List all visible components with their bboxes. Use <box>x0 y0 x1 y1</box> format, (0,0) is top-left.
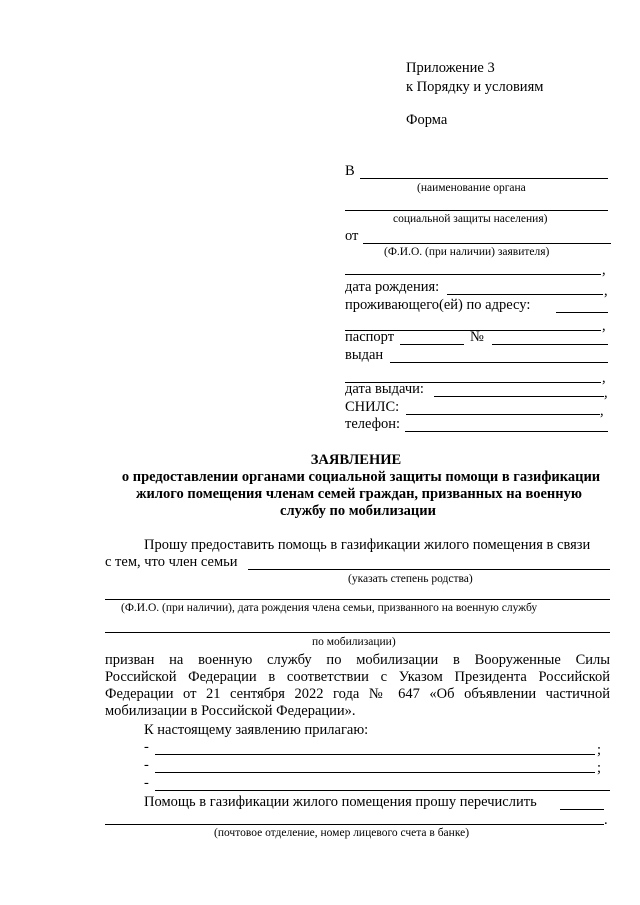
org-hint-1: (наименование органа <box>417 182 526 194</box>
passport-label: паспорт <box>345 329 395 345</box>
form-label: Форма <box>406 112 448 128</box>
kinship-line[interactable] <box>248 569 610 570</box>
mobilization-text-line-4: мобилизации в Российской Федерации». <box>105 703 356 719</box>
kinship-hint: (указать степень родства) <box>348 573 473 585</box>
birth-date-label: дата рождения: <box>345 279 440 295</box>
birth-date-line[interactable] <box>447 294 603 295</box>
issued-label: выдан <box>345 347 384 363</box>
member-info-line-2[interactable] <box>105 632 610 633</box>
mobilization-text-line-1: призван на военную службу по мобилизации в Вооруженные Силы <box>105 652 610 668</box>
attachment-line-2[interactable] <box>155 772 595 773</box>
member-info-line[interactable] <box>105 599 610 600</box>
passport-series-line[interactable] <box>400 344 464 345</box>
transfer-text: Помощь в газификации жилого помещения прошу перечислить <box>144 794 537 810</box>
org-name-line[interactable] <box>360 178 608 179</box>
attachment-dash-2: - <box>144 757 149 773</box>
appendix-reference: к Порядку и условиям <box>406 79 544 95</box>
semicolon: ; <box>597 742 602 758</box>
member-hint-1: (Ф.И.О. (при наличии), дата рождения члена семьи, призванного на военную службу <box>121 602 538 614</box>
address-line[interactable] <box>556 312 608 313</box>
request-text-line-1: Прошу предоставить помощь в газификации жилого помещения в связи <box>144 537 591 553</box>
title-line-3: службу по мобилизации <box>280 503 436 519</box>
bank-hint: (почтовое отделение, номер лицевого счета в банке) <box>214 827 470 839</box>
applicant-fio-line[interactable] <box>363 243 611 244</box>
mobilization-text-line-2: Российской Федерации в соответствии с Указом Президента Российской <box>105 669 610 685</box>
title-line-1: о предоставлении органами социальной защиты помощи в газификации <box>121 469 601 485</box>
comma: , <box>602 318 606 334</box>
document-title: ЗАЯВЛЕНИЕ <box>310 452 402 468</box>
comma: , <box>602 262 606 278</box>
org-name-line-2[interactable] <box>345 210 608 211</box>
comma: , <box>600 403 604 419</box>
phone-line[interactable] <box>405 431 608 432</box>
attachment-line-3[interactable] <box>155 790 610 791</box>
issue-date-label: дата выдачи: <box>345 381 424 397</box>
applicant-fio-line-2[interactable] <box>345 274 601 275</box>
semicolon: ; <box>597 760 602 776</box>
org-hint-2: социальной защиты населения) <box>393 213 548 225</box>
title-line-2: жилого помещения членам семей граждан, призванных на военную <box>136 486 582 502</box>
comma: , <box>602 370 606 386</box>
issue-date-line[interactable] <box>434 396 604 397</box>
snils-line[interactable] <box>406 414 600 415</box>
snils-label: СНИЛС: <box>345 399 400 415</box>
issued-line[interactable] <box>390 362 608 363</box>
passport-number-line[interactable] <box>492 344 608 345</box>
attachment-dash-1: - <box>144 739 149 755</box>
transfer-line[interactable] <box>560 809 604 810</box>
bank-details-line[interactable] <box>105 824 604 825</box>
number-sign: № <box>470 329 484 345</box>
attachment-dash-3: - <box>144 775 149 791</box>
comma: , <box>604 385 608 401</box>
from-prefix: от <box>345 228 359 244</box>
request-text-line-2: с тем, что член семьи <box>105 554 238 570</box>
period: . <box>604 812 608 828</box>
attachments-intro: К настоящему заявлению прилагаю: <box>144 722 369 738</box>
to-prefix: В <box>345 163 355 179</box>
address-label: проживающего(ей) по адресу: <box>345 297 531 313</box>
phone-label: телефон: <box>345 416 401 432</box>
fio-hint: (Ф.И.О. (при наличии) заявителя) <box>384 246 550 258</box>
attachment-line-1[interactable] <box>155 754 595 755</box>
comma: , <box>604 283 608 299</box>
mobilization-text-line-3: Федерации от 21 сентября 2022 года № 647 «Об объявлении частичной <box>105 686 610 702</box>
appendix-number: Приложение 3 <box>406 60 495 76</box>
member-hint-2: по мобилизации) <box>312 636 396 648</box>
